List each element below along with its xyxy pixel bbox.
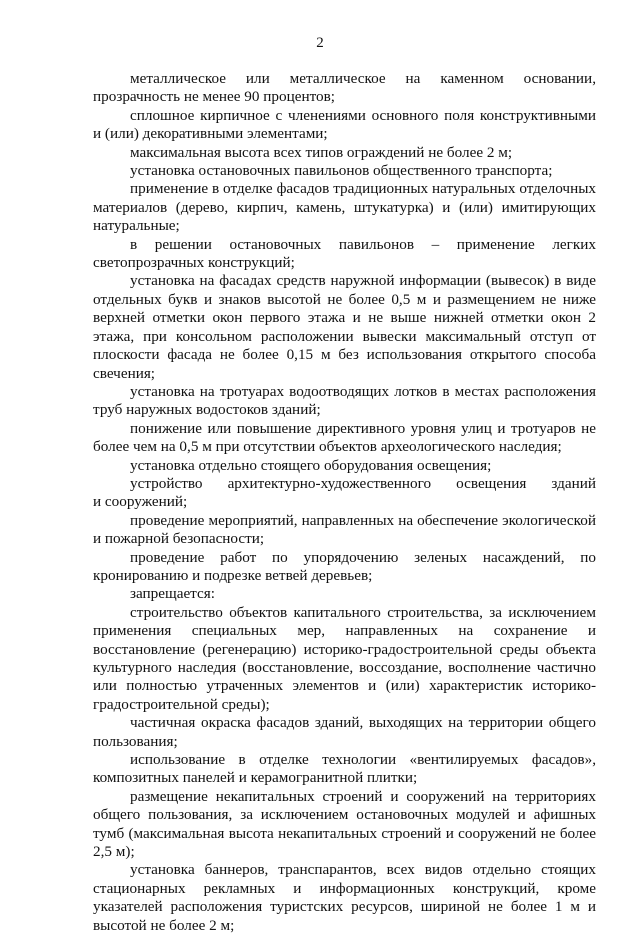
paragraph-continuation: и сооружений; bbox=[93, 493, 188, 511]
paragraph: понижение или повышение директивного уровня улиц и тротуаров не более чем на 0,5 м при отсутствии объектов археологического наследия; bbox=[93, 419, 596, 456]
paragraph: размещение некапитальных строений и сооружений на территориях общего пользования, за исключением остановочных модулей и афишных тумб (максимальная высота некапитальных строений и сооружений не более 2,5 м); bbox=[93, 787, 596, 861]
paragraph: проведение работ по упорядочению зеленых насаждений, по кронированию и подрезке ветвей деревьев; bbox=[93, 548, 596, 584]
paragraph: установка на тротуарах водоотводящих лотков в местах расположения труб наружных водостоков зданий; bbox=[93, 382, 596, 419]
paragraph: в решении остановочных павильонов – применение легких bbox=[130, 235, 596, 253]
paragraph: проведение мероприятий, направленных на обеспечение экологической и пожарной безопасности; bbox=[93, 511, 596, 548]
paragraph-continuation: и (или) декоративными элементами; bbox=[93, 125, 328, 143]
paragraph: сплошное кирпичное с членениями основного поля конструктивными bbox=[130, 106, 596, 124]
paragraph: строительство объектов капитального строительства, за исключением применения специальных мер, направленных на сохранение и восстановление (регенерацию) историко-градостроительной среды объекта культурного наследия (восстановление, воссоздание, восполнение частично или полностью утраченных элементов и (или) характеристик историко-градостроительной среды); bbox=[93, 603, 596, 713]
paragraph-continuation: светопрозрачных конструкций; bbox=[93, 254, 295, 272]
paragraph: устройство архитектурно-художественного освещения зданий bbox=[130, 474, 596, 492]
paragraph: использование в отделке технологии «вентилируемых фасадов», композитных панелей и керамогранитной плитки; bbox=[93, 751, 596, 787]
paragraph: максимальная высота всех типов ограждений не более 2 м; bbox=[130, 143, 513, 161]
paragraph: металлическое или металлическое на каменном основании, bbox=[130, 70, 596, 87]
paragraph: установка баннеров, транспарантов, всех видов отдельно стоящих стационарных рекламных и информационных конструкций, кроме указателей расположения туристских ресурсов, шириной не более 1 м и высотой не более 2 м; bbox=[93, 861, 596, 934]
page-number: 2 bbox=[316, 35, 324, 51]
paragraph: частичная окраска фасадов зданий, выходящих на территории общего пользования; bbox=[93, 714, 596, 750]
paragraph: запрещается: bbox=[130, 585, 215, 603]
paragraph: установка остановочных павильонов общественного транспорта; bbox=[130, 162, 553, 180]
document-body bbox=[93, 70, 596, 935]
paragraph: применение в отделке фасадов традиционных натуральных отделочных материалов (дерево, кирпич, камень, штукатурка) и (или) имитирующих натуральные; bbox=[93, 180, 596, 235]
paragraph-continuation: прозрачность не менее 90 процентов; bbox=[93, 88, 336, 106]
paragraph: установка отдельно стоящего оборудования освещения; bbox=[130, 456, 492, 474]
paragraph: установка на фасадах средств наружной информации (вывесок) в виде отдельных букв и знаков высотой не более 0,5 м и размещением не ниже верхней отметки окон первого этажа и не выше нижней отметки окон 2 этажа, при консольном расположении вывески максимальный отступ от плоскости фасада не более 0,15 м без использования открытого способа свечения; bbox=[93, 272, 596, 382]
